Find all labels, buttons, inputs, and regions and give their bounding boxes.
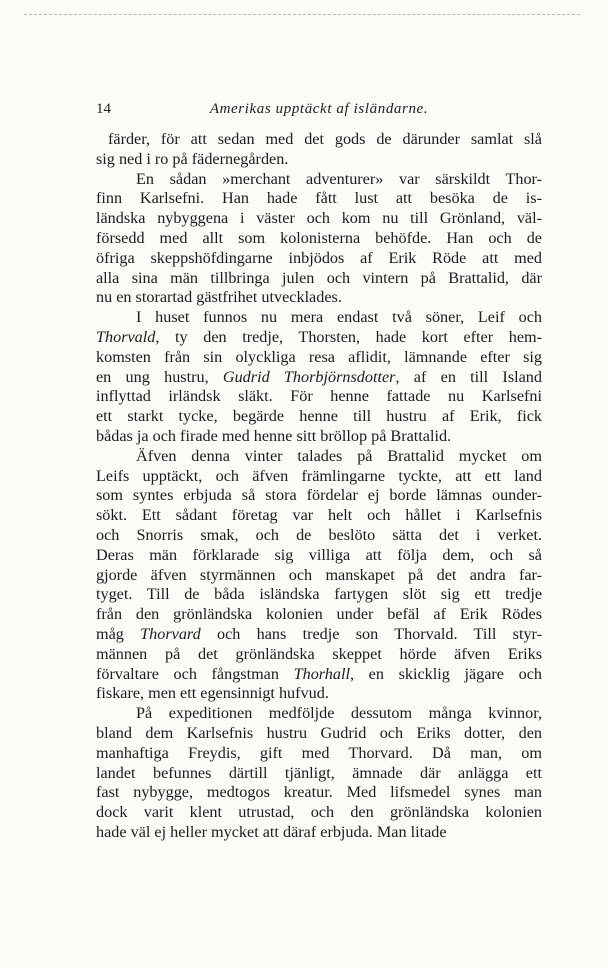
italic-name: Thorvald xyxy=(96,327,156,346)
text-line: landet befunnes därtill tjänligt, ämnade där anlägga ett xyxy=(96,763,542,782)
text-line: männen på det grönländska skeppet hörde äfven Eriks xyxy=(96,644,542,663)
text-line: gjorde äfven styrmännen och manskapet på det andra far- xyxy=(96,565,542,584)
text-line: en ung hustru, Gudrid Thorbjörnsdotter, af en till Island xyxy=(96,367,542,386)
text-line: manhaftiga Freydis, gift med Thorvard. Då man, om xyxy=(96,743,542,762)
paragraph xyxy=(96,704,542,843)
page-header xyxy=(96,99,542,119)
text-line: fast nybygge, medtogos kreatur. Med lifsmedel synes man xyxy=(96,783,542,802)
text-line: öfriga skeppshöfdingarne inbjödos af Erik Röde att med xyxy=(96,248,542,267)
paragraph xyxy=(96,308,542,447)
text-line: ländska nybyggena i väster och kom nu till Grönland, väl- xyxy=(96,209,542,228)
text-line: som syntes erbjuda så stora fördelar ej borde lämnas ounder- xyxy=(96,486,542,505)
text-line: dock varit klent utrustad, och den grönländska kolonien xyxy=(96,803,542,822)
body-text xyxy=(96,130,542,843)
text-line: komsten från sin olyckliga resa aflidit, lämnande efter sig xyxy=(96,347,542,366)
text-line: tyget. Till de båda isländska fartygen slöt sig ett tredje xyxy=(96,585,542,604)
text-line: I huset funnos nu mera endast två söner, Leif och xyxy=(136,308,542,327)
page-number: 14 xyxy=(96,101,111,117)
text-line: färder, för att sedan med det gods de därunder samlat slå xyxy=(108,130,542,148)
paragraph xyxy=(96,170,542,309)
text-line: ett starkt tycke, begärde henne till hustru af Erik, fick xyxy=(96,407,542,426)
italic-name: Thorvard xyxy=(140,624,201,643)
text-line: På expeditionen medföljde dessutom många kvinnor, xyxy=(136,704,542,723)
text-line: sökt. Ett sådant företag var helt och hållet i Karlsefnis xyxy=(96,506,542,525)
italic-name: Thorhall xyxy=(293,664,350,683)
paragraph xyxy=(96,447,542,704)
text-line: En sådan »merchant adventurer» var särskildt Thor- xyxy=(136,169,542,188)
italic-name: Gudrid Thorbjörnsdotter xyxy=(222,367,396,386)
text-line: inflyttad irländsk släkt. För henne fattade nu Karlsefni xyxy=(96,387,542,406)
text-line: nu en storartad gästfrihet utvecklades. xyxy=(96,288,342,307)
text-line: sig ned i ro på fädernegården. xyxy=(96,149,289,168)
text-line: försedd med allt som kolonisterna behöfde. Han och de xyxy=(96,228,542,247)
text-line: alla sina män tillbringa julen och vintern på Brattalid, där xyxy=(96,268,542,287)
text-line: Äfven denna vinter talades på Brattalid mycket om xyxy=(136,446,542,465)
text-line: bådas ja och firade med henne sitt bröllop på Brattalid. xyxy=(96,426,452,445)
text-line: fiskare, men ett egensinnigt hufvud. xyxy=(96,684,329,703)
text-line: finn Karlsefni. Han hade fått lust att besöka de is- xyxy=(96,189,542,208)
text-line: Deras män förklarade sig villiga att följa dem, och så xyxy=(96,545,542,564)
text-line: måg Thorvard och hans tredje son Thorvald. Till styr- xyxy=(96,624,542,643)
paragraph xyxy=(96,130,542,170)
text-line: Leifs upptäckt, och äfven främlingarne tyckte, att ett land xyxy=(96,466,542,485)
top-scan-rule xyxy=(24,14,580,15)
text-line: Thorvald, ty den tredje, Thorsten, hade kort efter hem- xyxy=(96,327,542,346)
text-line: från den grönländska kolonien under befäl af Erik Rödes xyxy=(96,605,542,624)
text-line: och Snorris smak, och de beslöto sätta det i verket. xyxy=(96,525,542,544)
text-line: hade väl ej heller mycket att däraf erbjuda. Man litade xyxy=(96,822,447,841)
text-line: förvaltare och fångstman Thorhall, en skicklig jägare och xyxy=(96,664,542,683)
text-line: bland dem Karlsefnis hustru Gudrid och Eriks dotter, den xyxy=(96,723,542,742)
running-title: Amerikas upptäckt af isländarne. xyxy=(209,101,429,117)
